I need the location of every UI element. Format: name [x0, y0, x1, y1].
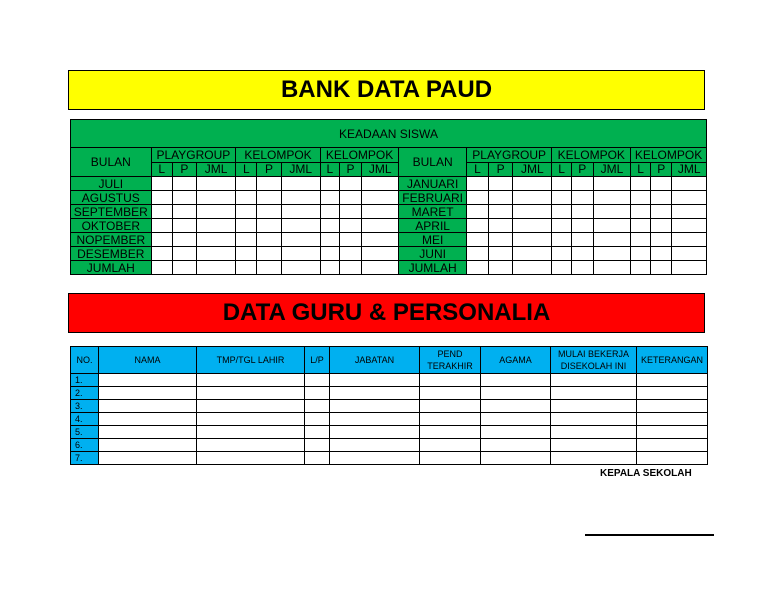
data-cell [197, 400, 305, 413]
data-cell [651, 233, 672, 247]
subcol-header: P [257, 163, 281, 177]
data-cell [551, 387, 637, 400]
data-cell [552, 219, 571, 233]
data-cell [320, 191, 339, 205]
data-cell [513, 261, 552, 275]
data-cell [196, 177, 235, 191]
data-cell [151, 191, 172, 205]
data-cell [651, 219, 672, 233]
data-cell [196, 205, 235, 219]
kepala-sekolah-label: KEPALA SEKOLAH [600, 468, 692, 479]
data-cell [513, 205, 552, 219]
data-cell [513, 233, 552, 247]
data-cell [593, 233, 630, 247]
month-label: FEBRUARI [399, 191, 467, 205]
data-cell [420, 387, 481, 400]
data-cell [305, 413, 330, 426]
data-cell [339, 219, 361, 233]
data-cell [281, 233, 320, 247]
month-row [71, 261, 707, 275]
data-cell [330, 400, 420, 413]
signature-line [585, 534, 714, 536]
month-row [71, 191, 707, 205]
month-label: JUNI [399, 247, 467, 261]
data-cell [489, 233, 513, 247]
month-label: APRIL [399, 219, 467, 233]
month-row [71, 219, 707, 233]
data-cell [552, 177, 571, 191]
data-cell [420, 413, 481, 426]
data-cell [197, 374, 305, 387]
row-number: 7. [71, 452, 99, 465]
data-cell [672, 261, 707, 275]
data-cell [481, 413, 551, 426]
data-cell [651, 191, 672, 205]
data-cell [631, 247, 651, 261]
data-cell [631, 177, 651, 191]
data-cell [481, 452, 551, 465]
data-cell [551, 413, 637, 426]
data-cell [257, 205, 281, 219]
data-cell [631, 191, 651, 205]
month-label: JUMLAH [399, 261, 467, 275]
data-cell [330, 374, 420, 387]
month-row [71, 205, 707, 219]
data-cell [420, 426, 481, 439]
subcol-header: P [489, 163, 513, 177]
month-row [71, 177, 707, 191]
data-cell [593, 247, 630, 261]
data-cell [466, 261, 488, 275]
data-cell [631, 233, 651, 247]
data-cell [481, 387, 551, 400]
data-cell [637, 387, 708, 400]
data-cell [320, 233, 339, 247]
data-cell [651, 205, 672, 219]
subcol-header: P [571, 163, 593, 177]
data-cell [513, 247, 552, 261]
data-cell [489, 177, 513, 191]
data-cell [197, 439, 305, 452]
data-cell [489, 205, 513, 219]
subcol-header: L [151, 163, 172, 177]
row-number: 3. [71, 400, 99, 413]
subcol-header: L [631, 163, 651, 177]
data-cell [672, 177, 707, 191]
data-cell [593, 205, 630, 219]
data-cell [197, 413, 305, 426]
data-cell [196, 261, 235, 275]
group-header: KELOMPOK [631, 148, 707, 163]
data-cell [637, 413, 708, 426]
data-cell [672, 205, 707, 219]
data-cell [481, 374, 551, 387]
table-row [71, 374, 708, 387]
data-cell [305, 439, 330, 452]
column-header: PEND TERAKHIR [420, 347, 481, 374]
column-header: JABATAN [330, 347, 420, 374]
data-cell [551, 426, 637, 439]
month-label: JUMLAH [71, 261, 152, 275]
data-cell [571, 261, 593, 275]
data-cell [551, 400, 637, 413]
data-cell [305, 400, 330, 413]
data-cell [339, 205, 361, 219]
data-cell [320, 205, 339, 219]
data-cell [330, 426, 420, 439]
data-cell [151, 233, 172, 247]
month-row [71, 233, 707, 247]
keadaan-siswa-table [70, 119, 707, 275]
data-cell [420, 400, 481, 413]
data-cell [420, 439, 481, 452]
data-cell [172, 247, 196, 261]
data-cell [281, 177, 320, 191]
data-cell [593, 219, 630, 233]
data-cell [281, 191, 320, 205]
keadaan-siswa-header: KEADAAN SISWA [71, 120, 707, 148]
data-cell [99, 452, 197, 465]
month-label: SEPTEMBER [71, 205, 152, 219]
data-guru-table [70, 346, 708, 465]
data-cell [257, 191, 281, 205]
data-cell [257, 219, 281, 233]
data-cell [637, 374, 708, 387]
data-cell [593, 191, 630, 205]
data-cell [466, 219, 488, 233]
data-cell [571, 191, 593, 205]
data-cell [320, 219, 339, 233]
data-cell [151, 205, 172, 219]
data-cell [236, 205, 257, 219]
data-cell [236, 177, 257, 191]
table-row [71, 413, 708, 426]
data-cell [489, 261, 513, 275]
data-cell [339, 191, 361, 205]
data-cell [637, 400, 708, 413]
data-cell [330, 413, 420, 426]
data-cell [513, 177, 552, 191]
subcol-header: P [339, 163, 361, 177]
guru-header-row [71, 347, 708, 374]
data-cell [281, 247, 320, 261]
month-label: MARET [399, 205, 467, 219]
month-label: AGUSTUS [71, 191, 152, 205]
subcol-header: L [236, 163, 257, 177]
data-cell [236, 191, 257, 205]
data-cell [320, 177, 339, 191]
data-cell [420, 374, 481, 387]
data-cell [257, 233, 281, 247]
data-cell [466, 177, 488, 191]
data-cell [172, 205, 196, 219]
data-cell [362, 219, 399, 233]
subcol-header: L [466, 163, 488, 177]
data-cell [571, 205, 593, 219]
subcol-header: JML [593, 163, 630, 177]
data-cell [197, 452, 305, 465]
row-number: 2. [71, 387, 99, 400]
data-cell [151, 261, 172, 275]
data-cell [99, 439, 197, 452]
data-cell [466, 205, 488, 219]
month-label: MEI [399, 233, 467, 247]
subcol-header: L [552, 163, 571, 177]
column-header: MULAI BEKERJA DISEKOLAH INI [551, 347, 637, 374]
data-cell [672, 233, 707, 247]
data-cell [305, 452, 330, 465]
data-cell [651, 261, 672, 275]
data-cell [631, 261, 651, 275]
data-cell [151, 219, 172, 233]
data-cell [571, 219, 593, 233]
column-header: NAMA [99, 347, 197, 374]
data-cell [362, 177, 399, 191]
data-cell [172, 219, 196, 233]
data-cell [552, 261, 571, 275]
data-cell [257, 247, 281, 261]
data-cell [196, 191, 235, 205]
data-cell [672, 191, 707, 205]
column-header: TMP/TGL LAHIR [197, 347, 305, 374]
data-cell [489, 219, 513, 233]
data-cell [637, 426, 708, 439]
data-cell [637, 439, 708, 452]
subcol-header: JML [513, 163, 552, 177]
data-cell [330, 452, 420, 465]
data-cell [651, 177, 672, 191]
data-cell [197, 426, 305, 439]
data-cell [362, 205, 399, 219]
data-cell [362, 191, 399, 205]
group-header: PLAYGROUP [466, 148, 552, 163]
data-cell [196, 219, 235, 233]
data-cell [196, 247, 235, 261]
data-cell [151, 247, 172, 261]
group-header: PLAYGROUP [151, 148, 236, 163]
data-cell [552, 205, 571, 219]
table-row [71, 426, 708, 439]
month-row [71, 247, 707, 261]
data-cell [571, 177, 593, 191]
data-cell [172, 177, 196, 191]
data-cell [339, 261, 361, 275]
siswa-subcol-row [71, 163, 707, 177]
data-cell [631, 205, 651, 219]
data-cell [552, 247, 571, 261]
data-cell [339, 177, 361, 191]
row-number: 6. [71, 439, 99, 452]
column-header: NO. [71, 347, 99, 374]
data-cell [420, 452, 481, 465]
data-cell [466, 247, 488, 261]
data-cell [305, 374, 330, 387]
data-cell [651, 247, 672, 261]
group-header: KELOMPOK [236, 148, 321, 163]
subcol-header: P [172, 163, 196, 177]
data-cell [637, 452, 708, 465]
bulan-header: BULAN [71, 148, 152, 177]
data-cell [513, 191, 552, 205]
data-cell [305, 387, 330, 400]
data-cell [551, 439, 637, 452]
data-cell [257, 177, 281, 191]
data-cell [551, 452, 637, 465]
column-header: AGAMA [481, 347, 551, 374]
data-cell [281, 219, 320, 233]
table-row [71, 387, 708, 400]
data-cell [320, 247, 339, 261]
siswa-header-row [71, 120, 707, 148]
data-cell [320, 261, 339, 275]
data-cell [236, 247, 257, 261]
section-title: DATA GURU & PERSONALIA [68, 293, 705, 333]
column-header: KETERANGAN [637, 347, 708, 374]
data-cell [99, 387, 197, 400]
data-cell [236, 233, 257, 247]
data-cell [172, 233, 196, 247]
data-cell [257, 261, 281, 275]
data-cell [339, 233, 361, 247]
data-cell [236, 261, 257, 275]
data-cell [571, 247, 593, 261]
column-header: L/P [305, 347, 330, 374]
data-cell [481, 426, 551, 439]
group-header: KELOMPOK [320, 148, 399, 163]
data-cell [362, 247, 399, 261]
page-title: BANK DATA PAUD [68, 70, 705, 110]
data-cell [672, 247, 707, 261]
bulan-header: BULAN [399, 148, 467, 177]
data-cell [593, 261, 630, 275]
data-cell [362, 233, 399, 247]
data-cell [99, 374, 197, 387]
data-cell [552, 191, 571, 205]
data-cell [236, 219, 257, 233]
data-cell [99, 426, 197, 439]
data-cell [631, 219, 651, 233]
data-cell [593, 177, 630, 191]
data-cell [489, 247, 513, 261]
subcol-header: JML [281, 163, 320, 177]
data-cell [172, 261, 196, 275]
data-cell [489, 191, 513, 205]
data-cell [197, 387, 305, 400]
row-number: 1. [71, 374, 99, 387]
siswa-group-row [71, 148, 707, 163]
month-label: NOPEMBER [71, 233, 152, 247]
data-cell [172, 191, 196, 205]
data-cell [481, 400, 551, 413]
month-label: OKTOBER [71, 219, 152, 233]
data-cell [466, 233, 488, 247]
subcol-header: L [320, 163, 339, 177]
month-label: JULI [71, 177, 152, 191]
subcol-header: JML [362, 163, 399, 177]
row-number: 5. [71, 426, 99, 439]
data-cell [672, 219, 707, 233]
data-cell [281, 261, 320, 275]
data-cell [481, 439, 551, 452]
data-cell [99, 400, 197, 413]
data-cell [551, 374, 637, 387]
data-cell [305, 426, 330, 439]
table-row [71, 452, 708, 465]
data-cell [151, 177, 172, 191]
data-cell [362, 261, 399, 275]
data-cell [571, 233, 593, 247]
month-label: JANUARI [399, 177, 467, 191]
data-cell [281, 205, 320, 219]
group-header: KELOMPOK [552, 148, 631, 163]
row-number: 4. [71, 413, 99, 426]
table-row [71, 439, 708, 452]
subcol-header: JML [196, 163, 235, 177]
data-cell [330, 439, 420, 452]
data-cell [552, 233, 571, 247]
data-cell [339, 247, 361, 261]
subcol-header: P [651, 163, 672, 177]
table-row [71, 400, 708, 413]
data-cell [330, 387, 420, 400]
data-cell [466, 191, 488, 205]
data-cell [196, 233, 235, 247]
month-label: DESEMBER [71, 247, 152, 261]
data-cell [99, 413, 197, 426]
data-cell [513, 219, 552, 233]
subcol-header: JML [672, 163, 707, 177]
